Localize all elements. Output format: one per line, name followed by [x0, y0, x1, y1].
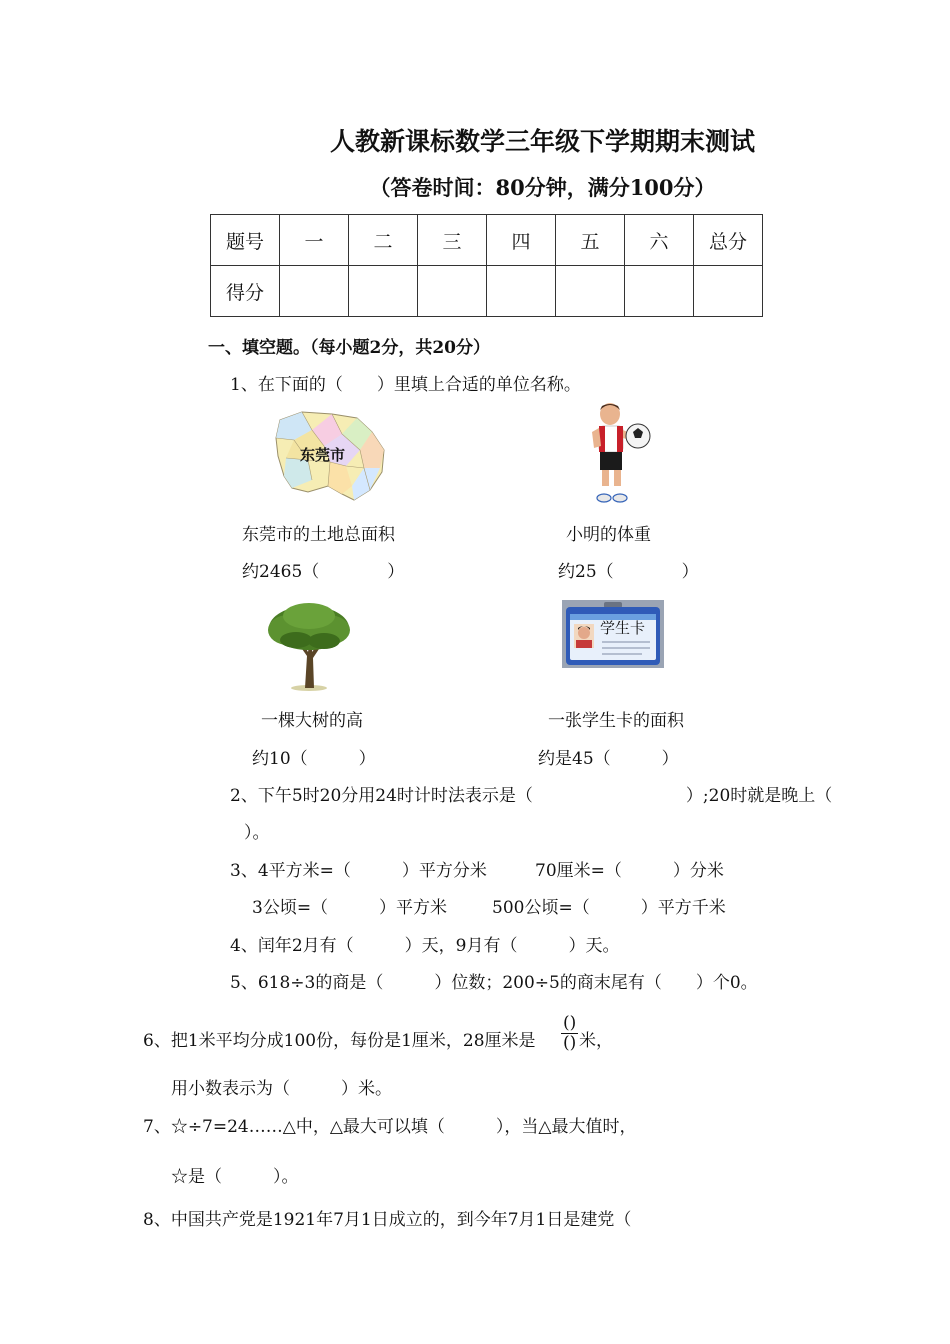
item-label: 一张学生卡的面积: [548, 711, 684, 731]
score-input-cell[interactable]: [349, 266, 418, 317]
score-input-cell[interactable]: [280, 266, 349, 317]
item-label: 小明的体重: [566, 525, 651, 545]
score-input-cell[interactable]: [487, 266, 556, 317]
score-input-cell[interactable]: [556, 266, 625, 317]
question-8: 8、中国共产党是1921年7月1日成立的，到今年7月1日是建党（: [143, 1210, 632, 1230]
question-4: 4、闰年2月有（ ）天，9月有（ ）天。: [230, 936, 620, 956]
map-label: 东莞市: [300, 446, 346, 464]
score-table-cell: 题号: [211, 215, 280, 266]
score-input-cell[interactable]: [625, 266, 694, 317]
fraction-numerator: (): [563, 1013, 577, 1033]
dongguan-map-image: [272, 410, 388, 502]
score-table-cell: 六: [625, 215, 694, 266]
score-table-cell: 一: [280, 215, 349, 266]
tree-image: [262, 600, 356, 692]
score-table-cell: 总分: [694, 215, 763, 266]
answer-blank[interactable]: 约25（ ）: [558, 562, 699, 582]
question-7: 7、☆÷7=24……△中，△最大可以填（ ），当△最大值时，: [143, 1117, 637, 1137]
question-3c: 3公顷=（ ）平方米: [252, 898, 448, 918]
answer-blank[interactable]: 约是45（ ）: [538, 749, 679, 769]
score-input-cell[interactable]: [418, 266, 487, 317]
score-table-cell: 五: [556, 215, 625, 266]
question-3a: 3、4平方米=（ ）平方分米: [230, 861, 487, 881]
page-title: 人教新课标数学三年级下学期期末测试: [329, 127, 755, 156]
question-6-unit: 米，: [579, 1031, 613, 1051]
question-1: 1、在下面的（ ）里填上合适的单位名称。: [230, 375, 581, 395]
child-with-ball-image: [588, 400, 654, 506]
fraction-denominator: (): [563, 1033, 577, 1053]
section-heading: 一、填空题。（每小题2分，共20分）: [208, 338, 490, 358]
item-label: 一棵大树的高: [261, 711, 363, 731]
question-5: 5、618÷3的商是（ ）位数；200÷5的商末尾有（ ）个0。: [230, 973, 758, 993]
question-6-continued: 用小数表示为（ ）米。: [171, 1079, 392, 1099]
score-table-score-row: [211, 266, 763, 317]
score-table-cell: 得分: [211, 266, 280, 317]
question-7-continued: ☆是（ ）。: [171, 1167, 299, 1187]
score-table-header-row: [211, 215, 763, 266]
page-subtitle: （答卷时间：80分钟，满分100分）: [369, 175, 716, 200]
question-2-continued: ）。: [244, 823, 270, 843]
score-table-cell: 三: [418, 215, 487, 266]
item-label: 东莞市的土地总面积: [242, 525, 395, 545]
question-6: 6、把1米平均分成100份，每份是1厘米，28厘米是: [143, 1031, 536, 1051]
question-3d: 500公顷=（ ）平方千米: [492, 898, 726, 918]
score-table-cell: 二: [349, 215, 418, 266]
fraction-blank[interactable]: [561, 1014, 578, 1053]
card-label: 学生卡: [600, 619, 646, 637]
score-input-cell[interactable]: [694, 266, 763, 317]
answer-blank[interactable]: 约2465（ ）: [242, 562, 405, 582]
score-table: [210, 214, 763, 317]
answer-blank[interactable]: 约10（ ）: [252, 749, 376, 769]
score-table-cell: 四: [487, 215, 556, 266]
question-3b: 70厘米=（ ）分米: [535, 861, 724, 881]
question-2: 2、下午5时20分用24时计时法表示是（ ）;20时就是晚上（: [230, 786, 833, 806]
student-card-image: [562, 600, 664, 668]
